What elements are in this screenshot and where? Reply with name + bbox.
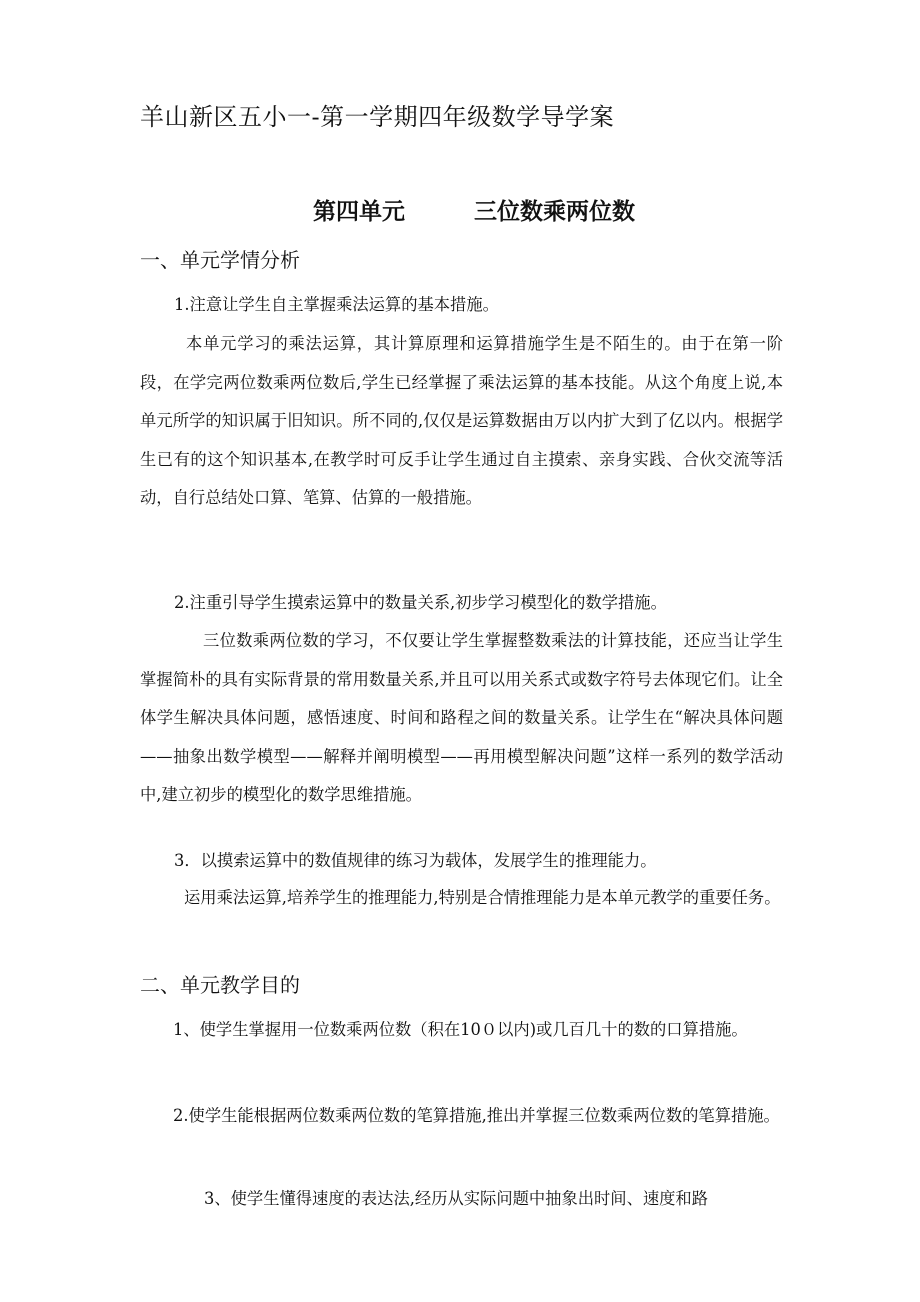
unit-number: 第四单元: [313, 199, 405, 225]
page-header-title: 羊山新区五小一-第一学期四年级数学导学案: [140, 103, 615, 131]
analysis-paragraph-2: 三位数乘两位数的学习，不仅要让学生掌握整数乘法的计算技能，还应当让学生掌握简朴的具有实际背景的常用数量关系,并且可以用关系式或数字符号去体现它们。让全体学生解决具体问题，感悟速度、时间和路程之间的数量关系。让学生在“解决具体问题——抽象出数学模型——解释并阐明模型——再用模型解决问题”这样一系列的数学活动中,建立初步的模型化的数学思维措施。: [140, 631, 783, 805]
analysis-paragraph-1: 本单元学习的乘法运算，其计算原理和运算措施学生是不陌生的。由于在第一阶段，在学完两位数乘两位数后,学生已经掌握了乘法运算的基本技能。从这个角度上说,本单元所学的知识属于旧知识。所不同的,仅仅是运算数据由万以内扩大到了亿以内。根据学生已有的这个知识基本,在教学时可反手让学生通过自主摸索、亲身实践、合伙交流等活动，自行总结处口算、笔算、估算的一般措施。: [140, 334, 783, 508]
goal-item-3: 3、使学生懂得速度的表达法,经历从实际问题中抽象出时间、速度和路: [204, 1189, 708, 1208]
section-heading-goals: 二、单元教学目的: [140, 973, 300, 997]
analysis-point-1: 1.注意让学生自主掌握乘法运算的基本措施。: [174, 295, 499, 314]
goal-item-1: 1、使学生掌握用一位数乘两位数（积在10０以内)或几百几十的数的口算措施。: [173, 1020, 748, 1039]
unit-name: 三位数乘两位数: [474, 199, 635, 225]
analysis-point-2: 2.注重引导学生摸索运算中的数量关系,初步学习模型化的数学措施。: [174, 593, 667, 612]
analysis-point-3: 3．以摸索运算中的数值规律的练习为载体，发展学生的推理能力。: [174, 851, 657, 870]
section-heading-analysis: 一、单元学情分析: [140, 248, 300, 272]
analysis-paragraph-3: 运用乘法运算,培养学生的推理能力,特别是合情推理能力是本单元教学的重要任务。: [184, 888, 781, 907]
goal-item-2: 2.使学生能根据两位数乘两位数的笔算措施,推出并掌握三位数乘两位数的笔算措施。: [173, 1106, 780, 1125]
